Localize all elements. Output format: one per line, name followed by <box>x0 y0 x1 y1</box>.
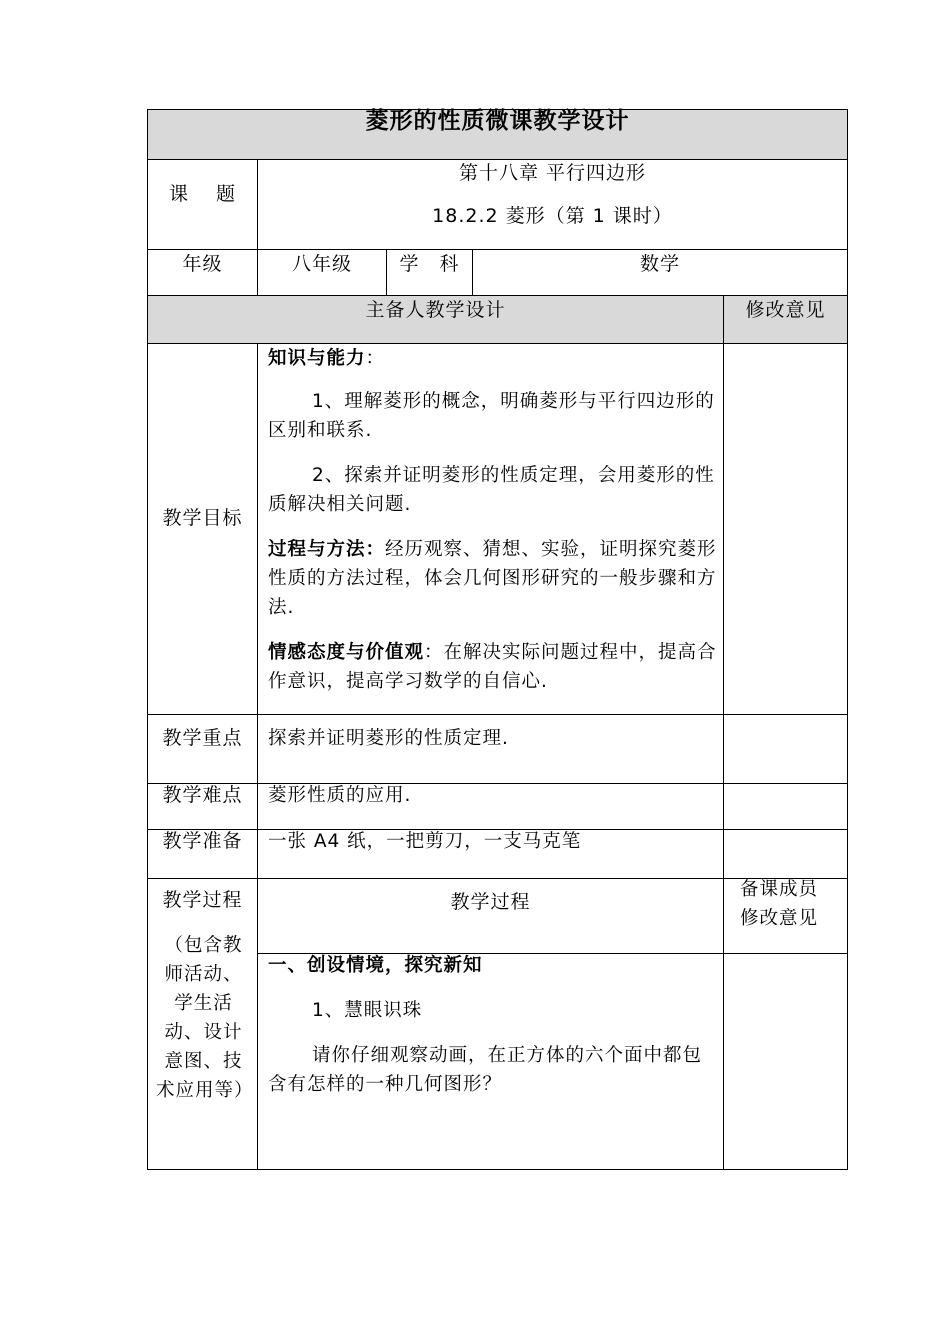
revise-header: 修改意见 <box>745 299 826 321</box>
preparation-text: 一张 A4 纸，一把剪刀，一支马克笔 <box>268 831 582 852</box>
subject-label-cell <box>386 249 473 296</box>
objective-item-1: 1、理解菱形的概念，明确菱形与平行四边形的区别和联系. <box>268 391 715 441</box>
key-point-content-cell <box>257 714 724 784</box>
topic-value-cell <box>257 159 848 250</box>
knowledge-colon: ： <box>365 348 386 369</box>
process-method <box>268 535 718 622</box>
process-content-cell <box>257 953 724 1170</box>
subject-value-cell <box>472 249 848 296</box>
section-title: 一、创设情境，探究新知 <box>268 955 483 976</box>
grade-label: 年级 <box>182 253 223 275</box>
title-cell <box>147 109 848 160</box>
difficulty-revise-cell <box>723 783 848 830</box>
lesson-plan-table <box>147 109 848 1170</box>
process-revise-header: 备课成员修改意见 <box>740 879 819 929</box>
process-text: 经历观察、猜想、实验，证明探究菱形性质的方法过程，体会几何图形研究的一般步骤和方法. <box>268 539 717 618</box>
emotion-value <box>268 638 718 696</box>
objectives-revise-cell <box>723 343 848 715</box>
key-point-revise-cell <box>723 714 848 784</box>
difficulty-label: 教学难点 <box>162 784 243 806</box>
topic-chapter: 第十八章 平行四边形 <box>458 162 647 184</box>
objectives-label-cell <box>147 343 258 715</box>
objective-item-2: 2、探索并证明菱形的性质定理，会用菱形的性质解决相关问题. <box>268 465 715 515</box>
topic-label: 课 题 <box>168 183 237 205</box>
preparation-content-cell <box>257 829 724 879</box>
topic-label-cell <box>147 159 258 250</box>
preparation-revise-cell <box>723 829 848 879</box>
revise-header-cell <box>723 295 848 344</box>
process-revise-header-cell <box>723 878 848 954</box>
process-header-cell <box>257 878 724 954</box>
emotion-text: ：在解决实际问题过程中，提高合作意识，提高学习数学的自信心. <box>268 642 717 692</box>
process-revise-cell <box>723 953 848 1170</box>
difficulty-label-cell <box>147 783 258 830</box>
difficulty-text: 菱形性质的应用. <box>268 785 412 806</box>
process-title: 过程与方法： <box>268 539 386 560</box>
objectives-content-cell <box>257 343 724 715</box>
grade-value: 八年级 <box>291 253 352 275</box>
subject-value: 数学 <box>639 253 680 275</box>
design-header-cell <box>147 295 724 344</box>
design-header: 主备人教学设计 <box>365 299 506 321</box>
process-note: （包含教师活动、学生活动、设计意图、技术应用等） <box>156 935 254 1101</box>
objectives-label: 教学目标 <box>162 507 243 529</box>
question-text: 请你仔细观察动画，在正方体的六个面中都包含有怎样的一种几何图形？ <box>268 1045 703 1095</box>
topic-section: 18.2.2 菱形（第 1 课时） <box>432 205 673 227</box>
emotion-title: 情感态度与价值观 <box>268 642 425 663</box>
grade-label-cell <box>147 249 258 296</box>
sub-title: 1、慧眼识珠 <box>312 1000 423 1021</box>
process-label: 教学过程 <box>162 889 243 911</box>
page-title: 菱形的性质微课教学设计 <box>365 108 630 134</box>
key-point-label-cell <box>147 714 258 784</box>
knowledge-title: 知识与能力 <box>268 348 366 369</box>
key-point-label: 教学重点 <box>162 727 243 749</box>
process-label-cell <box>147 878 258 1170</box>
knowledge-heading <box>268 344 718 373</box>
difficulty-content-cell <box>257 783 724 830</box>
key-point-text: 探索并证明菱形的性质定理. <box>268 728 509 749</box>
grade-value-cell <box>257 249 387 296</box>
process-header: 教学过程 <box>450 891 531 913</box>
preparation-label: 教学准备 <box>162 830 243 852</box>
preparation-label-cell <box>147 829 258 879</box>
subject-label: 学 科 <box>399 253 460 275</box>
